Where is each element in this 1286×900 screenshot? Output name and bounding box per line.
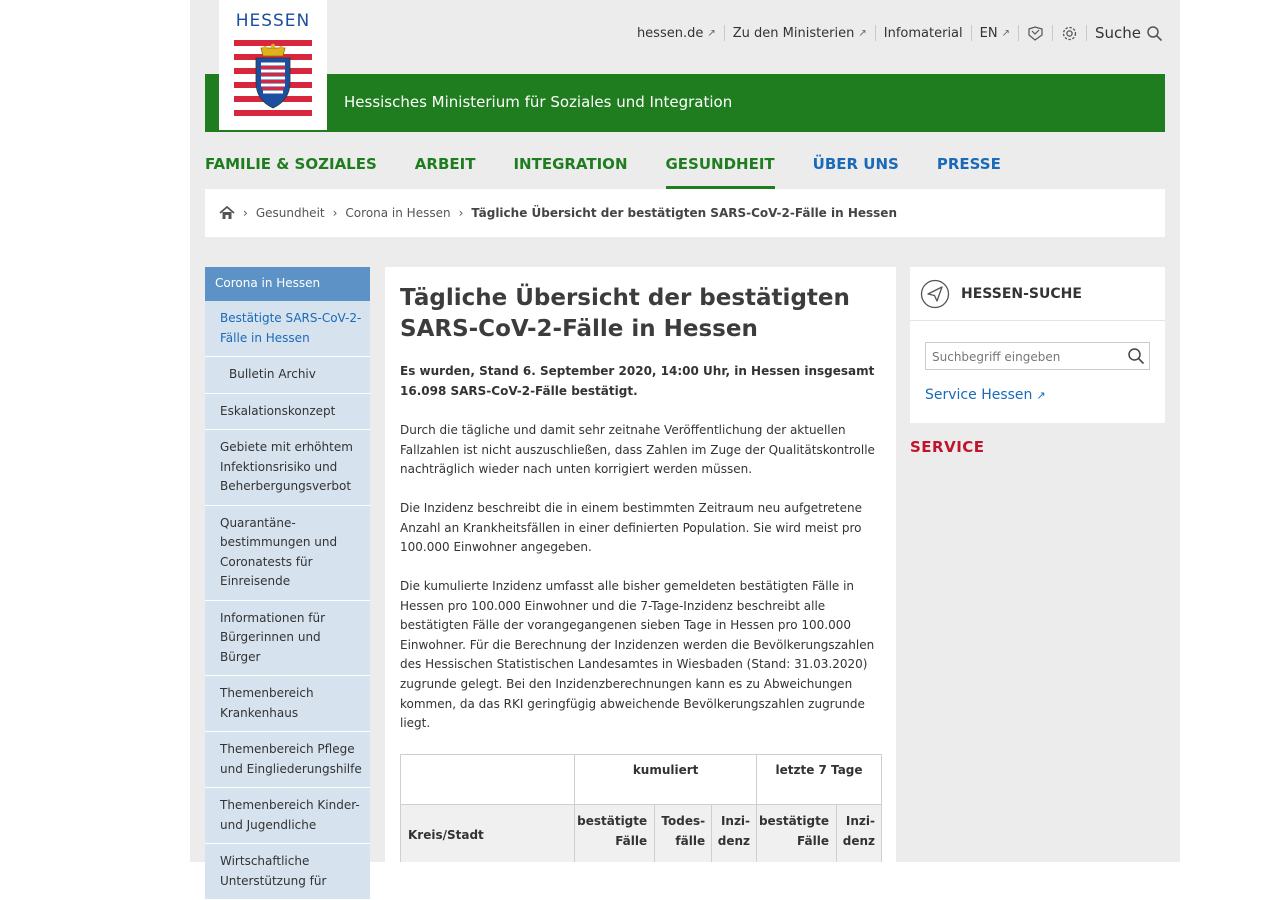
sidebar-item-kinder[interactable]: Themenbereich Kinder- und Jugendliche	[205, 788, 370, 844]
search-icon	[1146, 25, 1163, 42]
settings-button[interactable]	[1053, 25, 1086, 42]
paragraph-incidence: Die Inzidenz beschreibt die in einem bestimmten Zeitraum neu aufgetretene Anzahl an Krankheitsfällen in einer definierten Population. Sie wird meist pro 100.000 Einwohner angegeben.	[400, 501, 862, 555]
home-icon[interactable]	[219, 206, 235, 220]
sidebar-item-pflege[interactable]: Themenbereich Pflege und Eingliederungshilfe	[205, 732, 370, 788]
table-group-7-tage: letzte 7 Tage	[757, 755, 882, 805]
col-label: fälle	[675, 834, 706, 848]
sidebar-item-eskalationskonzept[interactable]: Eskalationskonzept	[205, 394, 370, 431]
search-panel-title: HESSEN-SUCHE	[961, 285, 1082, 302]
col-label: Todes-	[661, 814, 706, 828]
sidebar-item-bestaetigte-faelle[interactable]: Bestätigte SARS-CoV-2-Fälle in Hessen	[205, 301, 370, 357]
paper-plane-icon	[920, 279, 950, 309]
nav-ueber-uns[interactable]: ÜBER UNS	[812, 155, 899, 173]
breadcrumb-corona[interactable]: Corona in Hessen	[345, 206, 451, 220]
hessen-de-link[interactable]	[629, 26, 724, 41]
hessen-logo[interactable]	[219, 0, 327, 130]
nav-familie-soziales[interactable]: FAMILIE & SOZIALES	[205, 155, 377, 173]
nav-arbeit[interactable]: ARBEIT	[414, 155, 476, 173]
hessen-coat-of-arms-icon	[234, 38, 312, 116]
sidebar-item-krankenhaus[interactable]: Themenbereich Krankenhaus	[205, 676, 370, 732]
hessen-de-label: hessen.de	[636, 25, 704, 41]
col-label: Inzi-	[845, 814, 875, 828]
external-link-icon: ↗	[1001, 27, 1010, 39]
table-col-bestaetigte-7-tage	[757, 805, 837, 863]
main-content	[385, 267, 896, 862]
ministry-banner	[205, 74, 1165, 132]
sign-language-icon	[1027, 25, 1044, 42]
breadcrumb	[205, 189, 1165, 237]
search-input[interactable]	[930, 344, 1124, 370]
col-label: bestätigte	[577, 814, 648, 828]
infomaterial-link[interactable]	[876, 26, 971, 41]
col-label: Inzi-	[720, 814, 751, 828]
table-col-inzidenz-7-tage	[837, 805, 882, 863]
service-hessen-link[interactable]	[925, 387, 1046, 403]
sign-language-button[interactable]	[1019, 25, 1052, 42]
english-link[interactable]	[972, 26, 1018, 41]
nav-presse[interactable]: PRESSE	[936, 155, 1001, 173]
table-col-bestaetigte	[575, 805, 655, 863]
sidebar-item-gebiete[interactable]: Gebiete mit erhöhtem Infektionsrisiko und Beherbergungsverbot	[205, 430, 370, 506]
logo-text: HESSEN	[235, 11, 311, 31]
search-label: Suche	[1094, 24, 1141, 42]
col-label: Fälle	[797, 834, 829, 848]
table-group-kumuliert: kumuliert	[575, 755, 757, 805]
search-panel-header	[910, 267, 1165, 321]
ministry-title[interactable]: Hessisches Ministerium für Soziales und Integration	[344, 93, 733, 111]
col-label: bestätigte	[758, 814, 829, 828]
col-label: denz	[717, 834, 751, 848]
table-col-inzidenz	[712, 805, 757, 863]
search-field[interactable]	[925, 342, 1150, 370]
sidebar-item-bulletin-archiv[interactable]: Bulletin Archiv	[205, 357, 370, 394]
chevron-right-icon: ›	[332, 206, 338, 220]
table-header-empty	[401, 755, 575, 805]
breadcrumb-current: Tägliche Übersicht der bestätigten SARS-CoV-2-Fälle in Hessen	[471, 206, 897, 220]
chevron-right-icon: ›	[243, 206, 248, 220]
table-col-todesfaelle	[655, 805, 712, 863]
external-link-icon: ↗	[707, 27, 716, 39]
sidebar-item-quarantaene[interactable]: Quarantäne-bestimmungen und Coronatests für Einreisende	[205, 506, 370, 601]
ministerien-link[interactable]	[725, 26, 875, 41]
section-sidebar	[205, 267, 370, 900]
nav-integration[interactable]: INTEGRATION	[513, 155, 628, 173]
external-link-icon: ↗	[1036, 388, 1046, 402]
utility-navigation	[629, 22, 1171, 44]
search-toggle[interactable]	[1087, 24, 1171, 42]
sidebar-item-informationen[interactable]: Informationen für Bürgerinnen und Bürger	[205, 601, 370, 677]
sidebar-item-wirtschaft[interactable]: Wirtschaftliche Unterstützung für	[205, 844, 370, 900]
chevron-right-icon: ›	[458, 206, 464, 220]
hessen-search-panel	[910, 267, 1165, 423]
nav-gesundheit[interactable]: GESUNDHEIT	[666, 152, 775, 190]
col-label: denz	[842, 834, 875, 848]
sidebar-heading[interactable]: Corona in Hessen	[205, 267, 370, 301]
cases-table	[400, 754, 882, 862]
english-label: EN	[979, 25, 998, 41]
gear-icon	[1061, 25, 1078, 42]
paragraph-cumulative: Die kumulierte Inzidenz umfasst alle bisher gemeldeten bestätigten Fälle in Hessen pro 100.000 Einwohner und die 7-Tage-Inzidenz beschreibt alle bestätigten Fälle der vorangegangenen sieben Tage in Hessen pro 100.000 Einwohner. Für die Berechnung der Inzidenzen werden die Bevölkerungszahlen des Hessischen Statistischen Landesamtes in Wiesbaden (Stand: 31.03.2020) zugrunde gelegt. Bei den Inzidenzberechnungen kann es zu Abweichungen kommen, da das RKI geringfügig abweichende Bevölkerungszahlen zugrunde liegt.	[400, 579, 875, 731]
table-col-kreis: Kreis/Stadt	[401, 805, 575, 863]
paragraph-correction: Durch die tägliche und damit sehr zeitnahe Veröffentlichung der aktuellen Fallzahlen ist nicht auszuschließen, dass Zahlen im Zuge der Qualitätskontrolle nachträglich wieder nach unten korrigiert werden müssen.	[400, 423, 875, 477]
lead-text: Es wurden, Stand 6. September 2020, 14:00 Uhr, in Hessen insgesamt 16.098 SARS-CoV-2-Fälle bestätigt.	[400, 364, 875, 398]
service-heading: SERVICE	[910, 438, 985, 456]
external-link-icon: ↗	[858, 27, 867, 39]
infomaterial-label: Infomaterial	[883, 25, 963, 41]
breadcrumb-gesundheit[interactable]: Gesundheit	[255, 206, 325, 220]
col-label: Fälle	[615, 834, 648, 848]
main-navigation	[205, 152, 1039, 190]
page-title: Tägliche Übersicht der bestätigten SARS-CoV-2-Fälle in Hessen	[400, 285, 850, 342]
search-icon[interactable]	[1127, 347, 1145, 365]
ministerien-label: Zu den Ministerien	[732, 25, 855, 41]
service-hessen-label: Service Hessen	[925, 387, 1033, 403]
